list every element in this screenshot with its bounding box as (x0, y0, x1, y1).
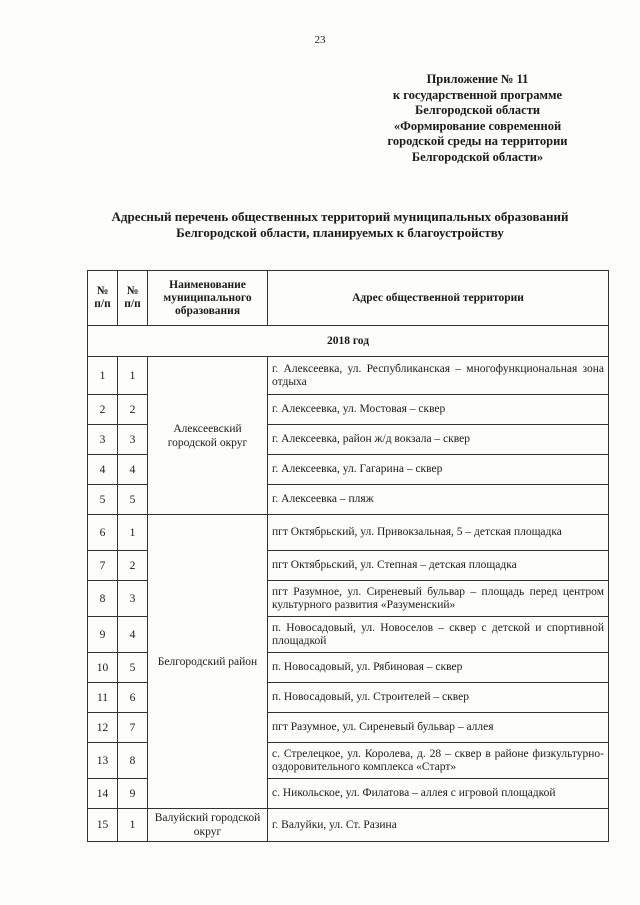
row-sub-num: 4 (118, 617, 148, 653)
header-num-1: № п/п (88, 271, 118, 326)
row-num: 11 (88, 683, 118, 713)
year-label: 2018 год (88, 326, 609, 357)
address-cell: пгт Разумное, ул. Сиреневый бульвар – площадь перед центром культурного развития «Разуменский» (268, 581, 609, 617)
address-cell: п. Новосадовый, ул. Строителей – сквер (268, 683, 609, 713)
address-cell: г. Алексеевка, ул. Мостовая – сквер (268, 395, 609, 425)
table-row (88, 809, 609, 842)
row-num: 14 (88, 779, 118, 809)
row-sub-num: 2 (118, 551, 148, 581)
header-num-2: № п/п (118, 271, 148, 326)
municipality-cell: Алексеевский городской округ (148, 357, 268, 515)
row-sub-num: 5 (118, 485, 148, 515)
address-cell: пгт Октябрьский, ул. Привокзальная, 5 – детская площадка (268, 515, 609, 551)
territories-table (87, 270, 609, 842)
appendix-line: городской среды на территории (387, 134, 568, 148)
appendix-line: «Формирование современной (393, 118, 562, 133)
appendix-line: Белгородской области» (411, 149, 544, 164)
address-cell: г. Алексеевка, ул. Республиканская – многофункциональная зона отдыха (268, 357, 609, 395)
row-num: 1 (88, 357, 118, 395)
address-cell: г. Алексеевка, район ж/д вокзала – сквер (268, 425, 609, 455)
table-row (88, 357, 609, 395)
address-cell: п. Новосадовый, ул. Рябиновая – сквер (268, 653, 609, 683)
address-cell: пгт Октябрьский, ул. Степная – детская площадка (268, 551, 609, 581)
appendix-header (370, 72, 585, 165)
row-sub-num: 3 (118, 425, 148, 455)
row-sub-num: 1 (118, 357, 148, 395)
header-address: Адрес общественной территории (268, 271, 609, 326)
page-number: 23 (314, 34, 326, 46)
row-num: 15 (88, 809, 118, 842)
table-header-row (88, 271, 609, 326)
row-sub-num: 8 (118, 743, 148, 779)
row-num: 12 (88, 713, 118, 743)
row-num: 10 (88, 653, 118, 683)
row-sub-num: 9 (118, 779, 148, 809)
table-row (88, 515, 609, 551)
year-row (88, 326, 609, 357)
municipality-cell: Белгородский район (148, 515, 268, 809)
title-line: Адресный перечень общественных территорий муниципальных образований (111, 209, 569, 224)
row-num: 9 (88, 617, 118, 653)
row-num: 6 (88, 515, 118, 551)
header-municipality: Наименование муниципального образования (148, 271, 268, 326)
row-sub-num: 7 (118, 713, 148, 743)
row-sub-num: 5 (118, 653, 148, 683)
address-cell: п. Новосадовый, ул. Новоселов – сквер с детской и спортивной площадкой (268, 617, 609, 653)
row-sub-num: 1 (118, 515, 148, 551)
row-num: 4 (88, 455, 118, 485)
row-num: 7 (88, 551, 118, 581)
address-cell: г. Алексеевка, ул. Гагарина – сквер (268, 455, 609, 485)
row-num: 8 (88, 581, 118, 617)
address-cell: с. Стрелецкое, ул. Королева, д. 28 – сквер в районе физкультурно-оздоровительного комплекса «Старт» (268, 743, 609, 779)
address-cell: с. Никольское, ул. Филатова – аллея с игровой площадкой (268, 779, 609, 809)
row-sub-num: 6 (118, 683, 148, 713)
document-title (60, 209, 620, 241)
row-num: 13 (88, 743, 118, 779)
row-sub-num: 4 (118, 455, 148, 485)
title-line: Белгородской области, планируемых к благоустройству (176, 225, 504, 240)
appendix-line: к государственной программе (392, 87, 563, 102)
row-num: 3 (88, 425, 118, 455)
row-sub-num: 2 (118, 395, 148, 425)
appendix-line: Белгородской области (414, 103, 541, 117)
row-sub-num: 3 (118, 581, 148, 617)
address-cell: г. Алексеевка – пляж (268, 485, 609, 515)
address-cell: г. Валуйки, ул. Ст. Разина (268, 809, 609, 842)
row-sub-num: 1 (118, 809, 148, 842)
row-num: 2 (88, 395, 118, 425)
appendix-line: Приложение № 11 (426, 72, 529, 86)
municipality-cell: Валуйский городской округ (148, 809, 268, 842)
address-cell: пгт Разумное, ул. Сиреневый бульвар – аллея (268, 713, 609, 743)
row-num: 5 (88, 485, 118, 515)
